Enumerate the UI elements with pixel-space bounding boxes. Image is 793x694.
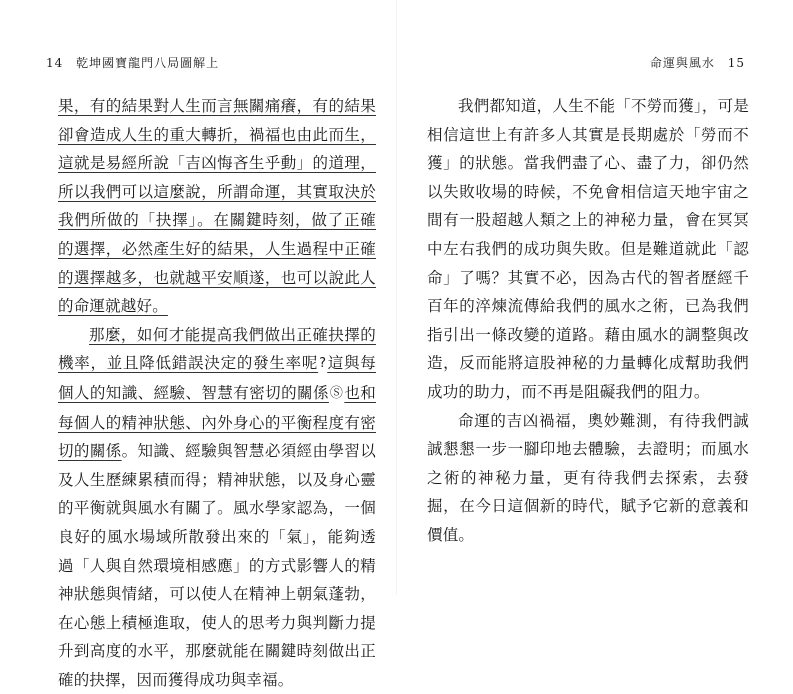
underlined-passage: 果，有的結果對人生而言無關痛癢，有的結果卻會造成人生的重大轉折，禍福也由此而生，這就是易經所說「吉凶悔吝生乎動」的道理，所以我們可以這麼說，所謂命運，其實取決於我們所做的「抉擇」。在關鍵時刻，做了正確的選擇，必然產生好的結果，人生過程中正確的選擇越多，也就越平安順遂，也可以說此人的命運就越好。 bbox=[58, 97, 376, 316]
underlined-passage: 也和每個人的精神狀態、內外身心的平衡程度有密切的關係 bbox=[58, 383, 376, 461]
paragraph-right-1: 我們都知道，人生不能「不勞而獲」，可是相信這世上有許多人其實是長期處於「勞而不獲」的狀態。當我們盡了心、盡了力，卻仍然以失敗收場的時候，不免會相信這天地宇宙之間有一股超越人類之上的神秘力量，會在冥冥中左右我們的成功與失敗。但是難道就此「認命」了嗎？其實不必，因為古代的智者歷經千百年的淬煉流傳給我們的風水之術，已為我們指引出一條改變的道路。藉由風水的調整與改造，反而能將這股神秘的力量轉化成幫助我們成功的助力，而不再是阻礙我們的阻力。 bbox=[427, 97, 749, 401]
chapter-title-header: 命運與風水 bbox=[649, 56, 715, 70]
underlined-passage: 那麼，如何才能提高我們做出正確抉擇的機率，並且降低錯誤決定的發生率呢 bbox=[58, 325, 376, 373]
underlined-passage: 這與每個人的知識、經驗、智慧有密切的關係 bbox=[58, 354, 376, 402]
right-body-text bbox=[427, 92, 749, 550]
paragraph-left-2 bbox=[58, 321, 376, 694]
page-number-right: 15 bbox=[727, 56, 745, 70]
page-number-left: 14 bbox=[46, 56, 64, 70]
right-page bbox=[397, 0, 793, 595]
running-head-right bbox=[650, 54, 753, 71]
paragraph-text: 。知識、經驗與智慧必須經由學習以及人生歷練累積而得；精神狀態，以及身心靈的平衡就與風水有關了。風水學家認為，一個良好的風水場域所散發出來的「氣」，能夠透過「人與自然環境相感應」的方式影響人的精神狀態與情緒，可以使人在精神上朝氣蓬勃，在心態上積極進取，使人的思考力與判斷力提升到高度的水平，那麼就能在關鍵時刻做出正確的抉擇，因而獲得成功與幸福。 bbox=[58, 442, 376, 689]
handwritten-circled-mark: Ⓢ bbox=[329, 385, 344, 401]
running-head-left bbox=[38, 54, 219, 71]
left-page bbox=[0, 0, 396, 689]
book-title-header: 乾坤國寶龍門八局圖解上 bbox=[76, 56, 220, 70]
paragraph-left-1 bbox=[58, 92, 376, 321]
left-body-text bbox=[58, 92, 376, 694]
handwritten-question-mark: ? bbox=[319, 356, 327, 372]
paragraph-right-2: 命運的吉凶禍福，奧妙難測，有待我們誠誠懇懇一步一腳印地去體驗，去證明；而風水之術的神秘力量，更有待我們去探索，去發掘，在今日這個新的時代，賦予它新的意義和價值。 bbox=[427, 411, 749, 544]
